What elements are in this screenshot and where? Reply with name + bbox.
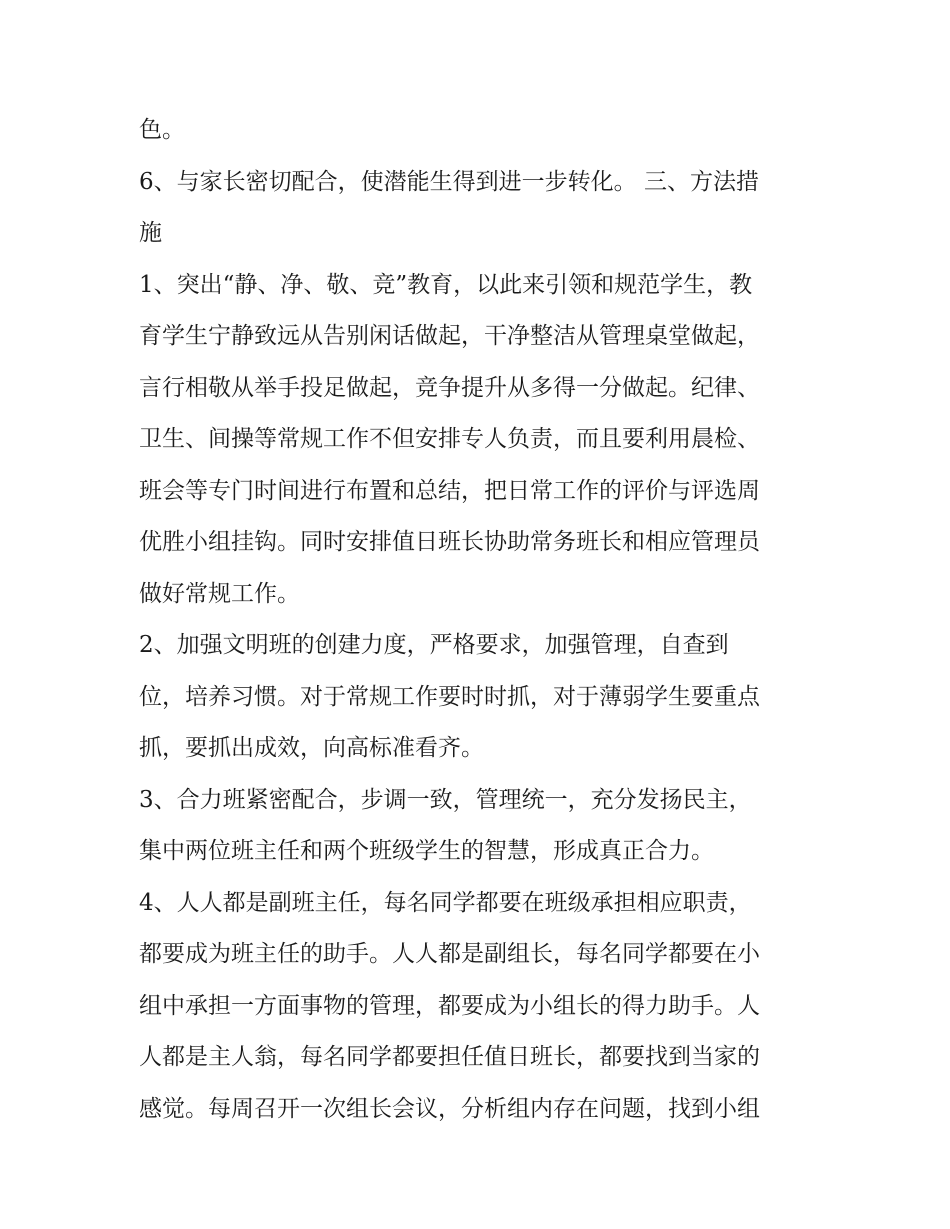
text-line: 优胜小组挂钩。同时安排值日班长协助常务班长和相应管理员 [139, 529, 760, 555]
text-line: 抓，要抓出成效，向高标准看齐。 [139, 735, 484, 761]
text-line: 班会等专门时间进行布置和总结，把日常工作的评价与评选周 [139, 477, 760, 504]
text-line: 3、合力班紧密配合，步调一致，管理统一，充分发扬民主， [139, 786, 752, 813]
text-line: 集中两位班主任和两个班级学生的智慧，形成真正合力。 [139, 838, 714, 864]
text-line: 4、人人都是副班主任，每名同学都要在班级承担相应职责， [139, 889, 752, 916]
text-line: 施 [139, 220, 162, 246]
text-line: 位，培养习惯。对于常规工作要时时抓，对于薄弱学生要重点 [139, 683, 760, 710]
text-line: 言行相敬从举手投足做起，竞争提升从多得一分做起。纪律、 [139, 374, 760, 401]
text-line: 感觉。每周召开一次组长会议，分析组内存在问题，找到小组 [139, 1095, 760, 1122]
body-text [139, 105, 819, 1135]
text-line: 组中承担一方面事物的管理，都要成为小组长的得力助手。人 [139, 992, 760, 1019]
text-line: 卫生、间操等常规工作不但安排专人负责，而且要利用晨检、 [139, 426, 760, 452]
text-line: 育学生宁静致远从告别闲话做起，干净整洁从管理桌堂做起， [139, 323, 760, 349]
text-line: 都要成为班主任的助手。人人都是副组长，每名同学都要在小 [139, 941, 760, 967]
text-line: 6、与家长密切配合，使潜能生得到进一步转化。 三、方法措 [139, 168, 759, 195]
text-line: 1、突出“静、净、敬、竞”教育，以此来引领和规范学生，教 [139, 271, 753, 298]
text-line: 人都是主人翁，每名同学都要担任值日班长，都要找到当家的 [139, 1044, 760, 1070]
text-line: 色。 [139, 117, 185, 143]
text-line: 2、加强文明班的创建力度，严格要求，加强管理，自查到 [139, 632, 729, 658]
text-line: 做好常规工作。 [139, 580, 300, 607]
